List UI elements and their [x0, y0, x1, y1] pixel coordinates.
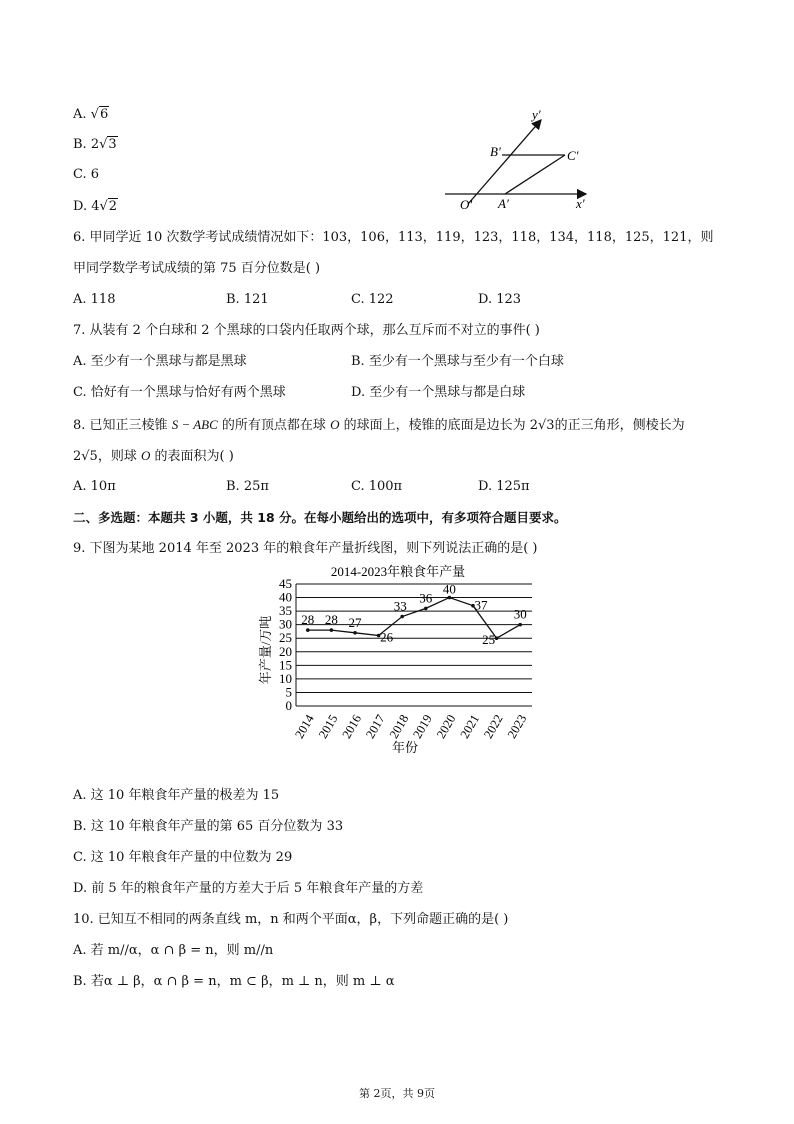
ytick-label-10: 10: [279, 670, 292, 686]
ytick-label-25: 25: [279, 630, 292, 646]
q7-option-b: B. 至少有一个黑球与至少有一个白球: [351, 354, 564, 369]
q8-option-a: A. 10π: [73, 479, 116, 494]
q5-option-b: B. 2√3: [73, 137, 117, 152]
label-y: y′: [532, 108, 541, 122]
q8-option-b: B. 25π: [226, 479, 269, 494]
label-x: x′: [576, 196, 585, 211]
grain-yield-line-chart: [250, 560, 540, 760]
xtick-label-2021: 2021: [457, 712, 483, 741]
data-point-2019: [424, 607, 428, 611]
q10-option-a: A. 若 m//α，α ∩ β = n，则 m//n: [73, 943, 274, 958]
q6-stem-line1: 6. 甲同学近 10 次数学考试成绩情况如下：103，106，113，119，123，118，134，118，125，121，则: [73, 230, 714, 245]
q7-option-d: D. 至少有一个黑球与都是白球: [351, 385, 526, 400]
q8-stem-line1: 8. 已知正三棱锥 S − ABC 的所有顶点都在球 O 的球面上，棱锥的底面是边长为 2√3的正三角形，侧棱长为: [73, 417, 685, 433]
y-axis: [468, 120, 541, 204]
q6-option-a: A. 118: [73, 292, 116, 307]
data-label-2018: 33: [393, 598, 407, 614]
data-point-2018: [400, 615, 404, 619]
q7-option-c: C. 恰好有一个黑球与恰好有两个黑球: [73, 385, 286, 400]
q5-option-d: D. 4√2: [73, 199, 118, 214]
data-label-2019: 36: [419, 590, 433, 606]
xtick-label-2014: 2014: [292, 712, 317, 741]
data-label-2017: 26: [380, 629, 394, 645]
data-label-2016: 27: [348, 614, 362, 630]
xtick-label-2015: 2015: [315, 712, 341, 741]
data-point-2016: [353, 631, 357, 635]
q6-option-b: B. 121: [226, 292, 269, 307]
q7-option-a: A. 至少有一个黑球与都是黑球: [73, 354, 247, 369]
ytick-label-30: 30: [279, 616, 292, 632]
q9-option-b: B. 这 10 年粮食年产量的第 65 百分位数为 33: [73, 819, 344, 834]
q10-stem: 10. 已知互不相同的两条直线 m，n 和两个平面α，β，下列命题正确的是( ): [73, 912, 509, 927]
xtick-label-2023: 2023: [504, 712, 530, 741]
ytick-label-35: 35: [279, 603, 292, 619]
ytick-label-0: 0: [285, 698, 292, 713]
ytick-label-20: 20: [279, 643, 292, 659]
xtick-label-2017: 2017: [363, 712, 388, 741]
data-point-2014: [306, 628, 310, 632]
data-label-2023: 30: [513, 606, 527, 622]
data-label-2021: 37: [474, 597, 488, 613]
q6-stem-line2: 甲同学数学考试成绩的第 75 百分位数是( ): [73, 261, 321, 276]
ytick-label-5: 5: [285, 684, 292, 700]
chart-xlabel: 年份: [391, 740, 419, 755]
xtick-label-2016: 2016: [339, 712, 365, 741]
q8-option-c: C. 100π: [351, 479, 403, 494]
data-point-2015: [330, 628, 334, 632]
xtick-label-2022: 2022: [481, 712, 506, 741]
data-label-2014: 28: [301, 612, 315, 628]
q8-stem-line2: 2√5，则球 O 的表面积为( ): [73, 448, 234, 464]
q7-stem: 7. 从装有 2 个白球和 2 个黑球的口袋内任取两个球，那么互斥而不对立的事件( ): [73, 323, 540, 338]
data-point-2022: [495, 636, 499, 640]
q6-option-c: C. 122: [351, 292, 394, 307]
ytick-label-40: 40: [279, 589, 292, 605]
data-label-2022: 25: [482, 632, 496, 648]
data-point-2023: [518, 623, 522, 627]
xtick-label-2018: 2018: [386, 712, 412, 741]
data-label-2015: 28: [324, 612, 338, 628]
chart-ylabel: 年产量/万吨: [258, 615, 273, 685]
q9-option-a: A. 这 10 年粮食年产量的极差为 15: [73, 788, 280, 803]
section-2-header: 二、多选题：本题共 3 小题，共 18 分。在每小题给出的选项中，有多项符合题目要求。: [73, 510, 567, 525]
label-a: A′: [498, 196, 509, 211]
q9-option-d: D. 前 5 年的粮食年产量的方差大于后 5 年粮食年产量的方差: [73, 881, 424, 896]
q5-option-c: C. 6: [73, 167, 100, 182]
label-b: B′: [490, 144, 501, 159]
xtick-label-2019: 2019: [410, 712, 435, 741]
ytick-label-15: 15: [279, 657, 292, 673]
label-origin: O′: [460, 197, 473, 212]
xtick-label-2020: 2020: [433, 712, 459, 741]
q8-option-d: D. 125π: [478, 479, 530, 494]
q10-option-b: B. 若α ⊥ β，α ∩ β = n，m ⊂ β，m ⊥ n，则 m ⊥ α: [73, 974, 395, 989]
q5-option-a: A. √6: [73, 107, 109, 122]
data-label-2020: 40: [442, 581, 456, 597]
label-c: C′: [567, 148, 579, 163]
segment-ac: [505, 155, 565, 194]
page-footer: 第 2页，共 9页: [359, 1087, 435, 1100]
q6-option-d: D. 123: [478, 292, 522, 307]
q9-option-c: C. 这 10 年粮食年产量的中位数为 29: [73, 850, 293, 865]
chart-title: 2014-2023年粮食年产量: [330, 564, 466, 579]
oblique-figure: [440, 108, 600, 213]
ytick-label-45: 45: [279, 576, 292, 591]
q9-stem: 9. 下图为某地 2014 年至 2023 年的粮食年产量折线图，则下列说法正确的是( ): [73, 541, 538, 556]
